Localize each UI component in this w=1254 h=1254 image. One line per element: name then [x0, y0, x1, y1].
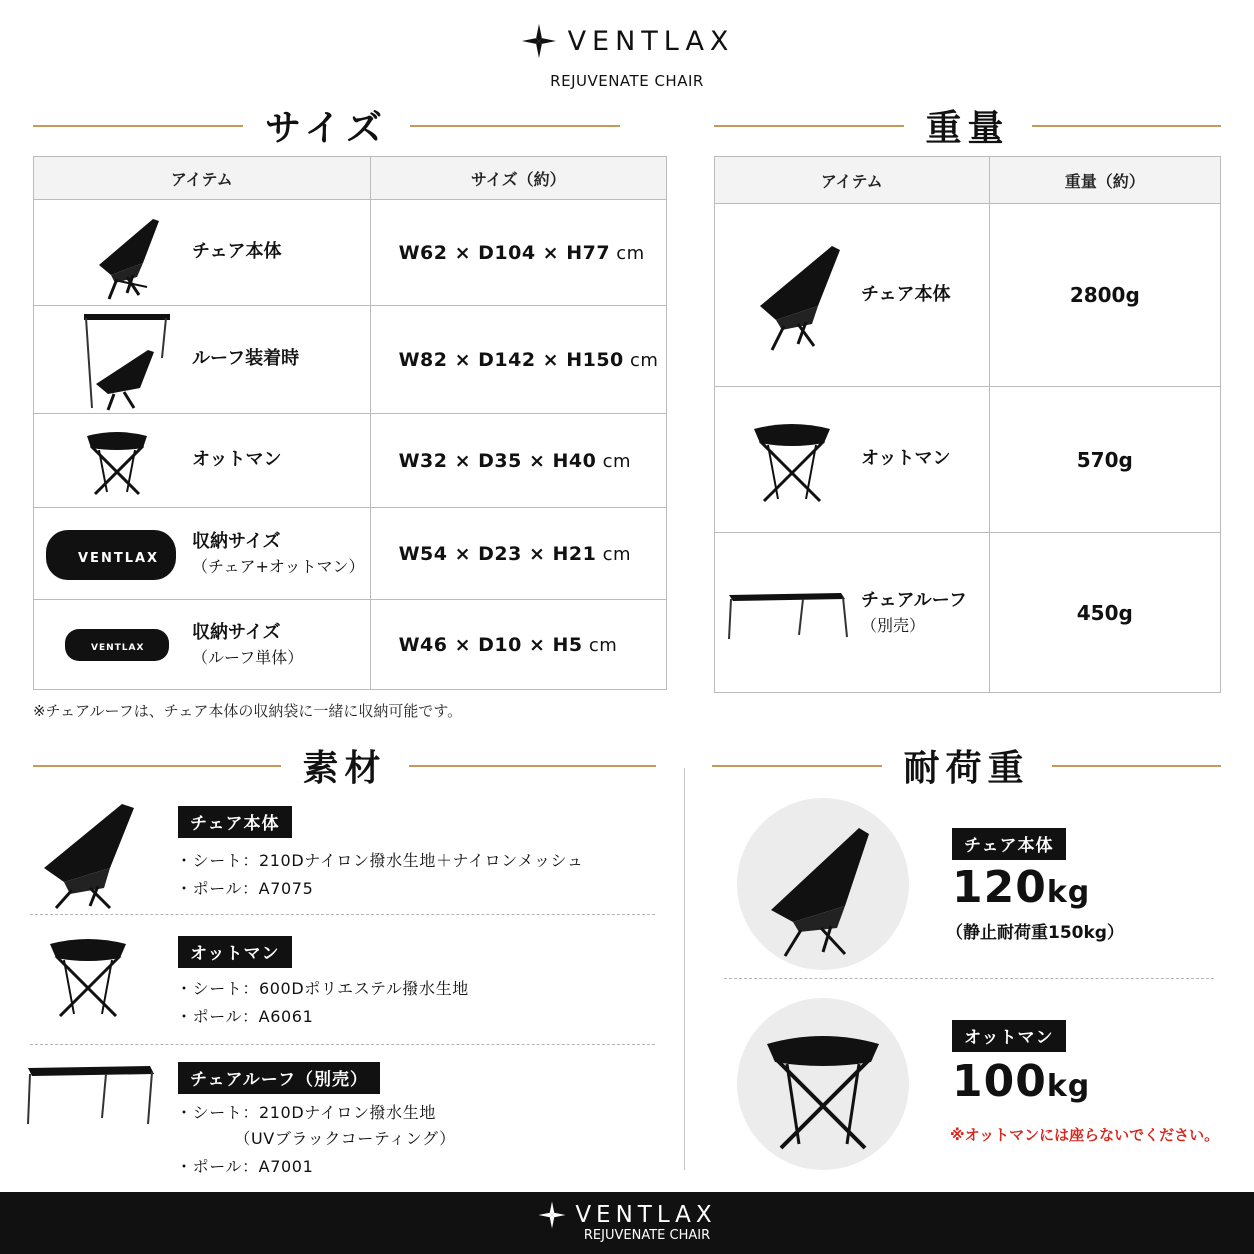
item-label: 収納サイズ	[192, 621, 281, 643]
material-line: ・ポール：A6061	[176, 1007, 314, 1026]
divider-line	[712, 765, 882, 767]
dashed-divider	[724, 978, 1214, 979]
material-line: ・ポール：A7075	[176, 879, 314, 898]
load-tag: チェア本体	[952, 828, 1066, 860]
item-label: チェア本体	[861, 283, 951, 305]
material-title: 素材	[302, 748, 387, 789]
weight-value: 570g	[989, 387, 1220, 533]
section-divider	[684, 768, 685, 1170]
material-line: ・ポール：A7001	[176, 1157, 314, 1176]
brand-tagline: REJUVENATE CHAIR	[550, 72, 704, 90]
footer-bar	[0, 1192, 1254, 1254]
unit-label: cm	[582, 634, 618, 656]
material-item	[30, 798, 655, 910]
table-row	[34, 200, 667, 306]
weight-table-header	[715, 157, 1221, 204]
material-line: ・シート：210Dナイロン撥水生地	[176, 1103, 436, 1122]
footer-logo	[0, 1200, 1254, 1230]
material-line: ・シート：600Dポリエステル撥水生地	[176, 979, 469, 998]
item-label: オットマン	[861, 448, 951, 470]
storage-bag-image	[42, 522, 192, 586]
size-value: W54 × D23 × H21	[398, 542, 597, 565]
table-row	[34, 508, 667, 600]
size-value: W32 × D35 × H40	[398, 449, 597, 472]
dashed-divider	[30, 1044, 655, 1045]
load-tag: オットマン	[952, 1020, 1066, 1052]
weight-table	[714, 156, 1221, 693]
material-line: ・シート：210Dナイロン撥水生地＋ナイロンメッシュ	[176, 851, 584, 870]
item-label: ルーフ装着時	[192, 348, 300, 370]
item-label: オットマン	[192, 449, 282, 471]
roof-bag-image	[42, 623, 192, 667]
chair-image	[723, 236, 861, 354]
ottoman-image	[737, 998, 909, 1170]
item-sublabel: （チェア+オットマン）	[192, 556, 365, 576]
brand-name: VENTLAX	[567, 25, 735, 57]
item-label: チェアルーフ	[861, 589, 967, 611]
size-value: W62 × D104 × H77	[398, 241, 611, 264]
divider-line	[409, 765, 657, 767]
size-table-header	[34, 157, 667, 200]
chair-image	[737, 798, 909, 970]
brand-logo	[0, 22, 1254, 60]
column-header-item: アイテム	[34, 157, 371, 200]
size-value: W82 × D142 × H150	[398, 348, 624, 371]
chair-with-roof-image	[42, 308, 192, 412]
load-heading	[712, 740, 1221, 791]
ottoman-warning: ※オットマンには座らないでください。	[950, 1126, 1220, 1144]
chair-image	[42, 205, 192, 301]
load-value: 100	[952, 1056, 1047, 1107]
item-sublabel: （ルーフ単体）	[192, 647, 304, 667]
load-unit: kg	[1046, 1069, 1091, 1104]
item-label: チェア本体	[192, 241, 282, 263]
material-line: （UVブラックコーティング）	[176, 1129, 456, 1148]
ottoman-image	[42, 424, 192, 498]
size-table	[33, 156, 667, 690]
load-value: 120	[952, 862, 1047, 913]
material-tag: オットマン	[178, 936, 292, 968]
divider-line	[33, 125, 243, 127]
divider-line	[33, 765, 281, 767]
column-header-item: アイテム	[715, 157, 990, 204]
ventlax-logo-icon	[537, 1200, 567, 1230]
size-heading	[33, 100, 620, 151]
table-row	[715, 533, 1221, 693]
footer-brand-name: VENTLAX	[575, 1202, 717, 1228]
column-header-weight: 重量（約）	[989, 157, 1220, 204]
divider-line	[410, 125, 620, 127]
weight-heading	[714, 100, 1221, 151]
size-value: W46 × D10 × H5	[398, 633, 583, 656]
item-label: 収納サイズ	[192, 530, 281, 552]
material-tag: チェアルーフ（別売）	[178, 1062, 380, 1094]
storage-note: ※チェアルーフは、チェア本体の収納袋に一緒に収納可能です。	[33, 702, 463, 720]
footer-tagline: REJUVENATE CHAIR	[583, 1228, 711, 1243]
chair-image	[30, 798, 142, 910]
unit-label: cm	[596, 450, 631, 472]
weight-title: 重量	[925, 108, 1010, 149]
unit-label: cm	[623, 349, 659, 371]
size-title: サイズ	[264, 108, 389, 149]
load-unit: kg	[1046, 875, 1091, 910]
material-item	[30, 1054, 655, 1180]
weight-value: 450g	[989, 533, 1220, 693]
roof-image	[723, 583, 861, 643]
table-row	[34, 600, 667, 690]
ventlax-logo-icon	[520, 22, 558, 60]
roof-image	[22, 1058, 162, 1130]
table-row	[715, 387, 1221, 533]
material-tag: チェア本体	[178, 806, 292, 838]
table-row	[34, 414, 667, 508]
unit-label: cm	[610, 242, 645, 264]
unit-label: cm	[596, 543, 631, 565]
weight-value: 2800g	[989, 204, 1220, 387]
table-row	[34, 306, 667, 414]
material-heading	[33, 740, 656, 791]
svg-text:VENTLAX: VENTLAX	[91, 642, 145, 653]
ottoman-image	[42, 930, 134, 1020]
table-row	[715, 204, 1221, 387]
divider-line	[714, 125, 904, 127]
svg-text:VENTLAX: VENTLAX	[78, 550, 160, 566]
ottoman-image	[723, 415, 861, 505]
divider-line	[1052, 765, 1222, 767]
load-title: 耐荷重	[903, 748, 1030, 789]
static-load-note: （静止耐荷重150kg）	[946, 923, 1124, 943]
dashed-divider	[30, 914, 655, 915]
divider-line	[1032, 125, 1222, 127]
material-item	[30, 926, 655, 1036]
item-sublabel: （別売）	[861, 615, 926, 635]
column-header-size: サイズ（約）	[370, 157, 666, 200]
